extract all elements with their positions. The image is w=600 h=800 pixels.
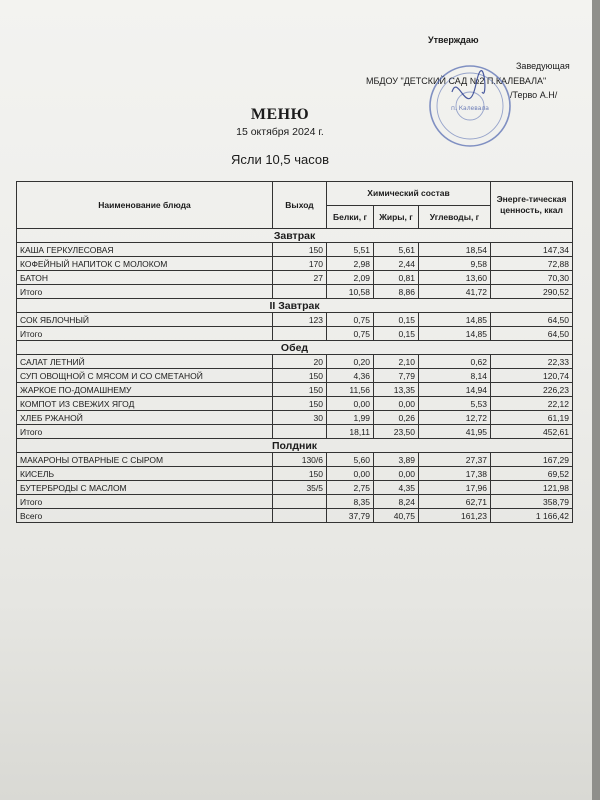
cell-energy: 121,98: [491, 481, 573, 495]
cell-energy: 22,33: [491, 355, 573, 369]
cell-fat: 3,89: [374, 453, 419, 467]
cell-carbs: 8,14: [419, 369, 491, 383]
dish-row: [17, 369, 573, 383]
cell-fat: 13,35: [374, 383, 419, 397]
cell-name: ХЛЕБ РЖАНОЙ: [17, 411, 273, 425]
cell-output: 150: [273, 243, 327, 257]
cell-name: БУТЕРБРОДЫ С МАСЛОМ: [17, 481, 273, 495]
cell-output: 27: [273, 271, 327, 285]
cell-protein: 2,98: [327, 257, 374, 271]
section-total-row: [17, 425, 573, 439]
section-header-row: [17, 229, 573, 243]
grand-total-row: [17, 509, 573, 523]
cell-protein: 0,75: [327, 327, 374, 341]
dish-row: [17, 355, 573, 369]
approval-position: Заведующая: [516, 61, 570, 71]
cell-energy: 120,74: [491, 369, 573, 383]
header-dish-name: Наименование блюда: [17, 182, 273, 229]
cell-protein: 18,11: [327, 425, 374, 439]
dish-row: [17, 453, 573, 467]
cell-name: Итого: [17, 495, 273, 509]
cell-energy: 64,50: [491, 313, 573, 327]
dish-row: [17, 467, 573, 481]
header-output: Выход: [273, 182, 327, 229]
cell-name: САЛАТ ЛЕТНИЙ: [17, 355, 273, 369]
cell-energy: 22,12: [491, 397, 573, 411]
cell-output: 150: [273, 369, 327, 383]
cell-carbs: 27,37: [419, 453, 491, 467]
cell-name: Итого: [17, 285, 273, 299]
cell-output: 30: [273, 411, 327, 425]
cell-fat: 2,44: [374, 257, 419, 271]
cell-carbs: 41,95: [419, 425, 491, 439]
header-fat: Жиры, г: [374, 205, 419, 229]
cell-output: 20: [273, 355, 327, 369]
section-header-row: [17, 439, 573, 453]
approval-signer: /Терво А.Н/: [510, 90, 558, 100]
section-title: II Завтрак: [17, 299, 573, 313]
cell-energy: 358,79: [491, 495, 573, 509]
cell-carbs: 9,58: [419, 257, 491, 271]
cell-fat: 7,79: [374, 369, 419, 383]
cell-output: [273, 495, 327, 509]
cell-output: 150: [273, 467, 327, 481]
cell-fat: 0,15: [374, 313, 419, 327]
cell-protein: 10,58: [327, 285, 374, 299]
cell-protein: 11,56: [327, 383, 374, 397]
cell-output: 35/5: [273, 481, 327, 495]
cell-output: 170: [273, 257, 327, 271]
cell-fat: 2,10: [374, 355, 419, 369]
cell-energy: 70,30: [491, 271, 573, 285]
section-total-row: [17, 285, 573, 299]
section-title: Завтрак: [17, 229, 573, 243]
cell-name: МАКАРОНЫ ОТВАРНЫЕ С СЫРОМ: [17, 453, 273, 467]
header-protein: Белки, г: [327, 205, 374, 229]
menu-table: [16, 181, 573, 523]
cell-energy: 61,19: [491, 411, 573, 425]
cell-name: КАША ГЕРКУЛЕСОВАЯ: [17, 243, 273, 257]
dish-row: [17, 313, 573, 327]
cell-carbs: 41,72: [419, 285, 491, 299]
cell-energy: 72,88: [491, 257, 573, 271]
section-title: Обед: [17, 341, 573, 355]
page-title: МЕНЮ: [250, 106, 310, 123]
cell-output: 130/6: [273, 453, 327, 467]
cell-fat: 0,15: [374, 327, 419, 341]
dish-row: [17, 397, 573, 411]
cell-protein: 0,00: [327, 467, 374, 481]
dish-row: [17, 411, 573, 425]
cell-carbs: 161,23: [419, 509, 491, 523]
cell-energy: 226,23: [491, 383, 573, 397]
cell-name: КИСЕЛЬ: [17, 467, 273, 481]
cell-fat: 0,00: [374, 397, 419, 411]
cell-fat: 8,24: [374, 495, 419, 509]
cell-protein: 5,51: [327, 243, 374, 257]
section-header-row: [17, 299, 573, 313]
cell-carbs: 14,94: [419, 383, 491, 397]
cell-name: СУП ОВОЩНОЙ С МЯСОМ И СО СМЕТАНОЙ: [17, 369, 273, 383]
cell-carbs: 12,72: [419, 411, 491, 425]
cell-fat: 23,50: [374, 425, 419, 439]
header-chemical-composition: Химический состав: [327, 182, 491, 206]
cell-output: [273, 327, 327, 341]
cell-name: ЖАРКОЕ ПО-ДОМАШНЕМУ: [17, 383, 273, 397]
cell-carbs: 5,53: [419, 397, 491, 411]
section-title: Полдник: [17, 439, 573, 453]
header-carbs: Углеводы, г: [419, 205, 491, 229]
cell-carbs: 13,60: [419, 271, 491, 285]
cell-name: Итого: [17, 425, 273, 439]
menu-date: 15 октября 2024 г.: [236, 126, 324, 138]
cell-fat: 8,86: [374, 285, 419, 299]
cell-protein: 8,35: [327, 495, 374, 509]
cell-protein: 2,09: [327, 271, 374, 285]
group-label: Ясли 10,5 часов: [230, 152, 330, 167]
cell-energy: 69,52: [491, 467, 573, 481]
cell-protein: 0,00: [327, 397, 374, 411]
cell-energy: 290,52: [491, 285, 573, 299]
cell-carbs: 18,54: [419, 243, 491, 257]
cell-fat: 5,61: [374, 243, 419, 257]
cell-protein: 2,75: [327, 481, 374, 495]
cell-protein: 4,36: [327, 369, 374, 383]
cell-carbs: 62,71: [419, 495, 491, 509]
cell-carbs: 17,38: [419, 467, 491, 481]
cell-carbs: 14,85: [419, 313, 491, 327]
cell-protein: 0,20: [327, 355, 374, 369]
cell-energy: 1 166,42: [491, 509, 573, 523]
cell-carbs: 14,85: [419, 327, 491, 341]
cell-energy: 147,34: [491, 243, 573, 257]
section-header-row: [17, 341, 573, 355]
cell-protein: 1,99: [327, 411, 374, 425]
dish-row: [17, 257, 573, 271]
cell-fat: 0,81: [374, 271, 419, 285]
cell-carbs: 17,96: [419, 481, 491, 495]
dish-row: [17, 243, 573, 257]
cell-protein: 5,60: [327, 453, 374, 467]
cell-output: 150: [273, 397, 327, 411]
cell-output: [273, 285, 327, 299]
cell-protein: 0,75: [327, 313, 374, 327]
section-total-row: [17, 495, 573, 509]
header-energy: Энерге-тическая ценность, ккал: [491, 182, 573, 229]
cell-fat: 0,26: [374, 411, 419, 425]
section-total-row: [17, 327, 573, 341]
approval-organization: МБДОУ "ДЕТСКИЙ САД №2 П.КАЛЕВАЛА": [366, 76, 547, 86]
cell-protein: 37,79: [327, 509, 374, 523]
cell-fat: 4,35: [374, 481, 419, 495]
cell-name: Всего: [17, 509, 273, 523]
cell-name: СОК ЯБЛОЧНЫЙ: [17, 313, 273, 327]
dish-row: [17, 383, 573, 397]
cell-name: БАТОН: [17, 271, 273, 285]
approval-heading: Утверждаю: [428, 35, 479, 45]
dish-row: [17, 481, 573, 495]
cell-output: [273, 509, 327, 523]
cell-energy: 167,29: [491, 453, 573, 467]
cell-fat: 0,00: [374, 467, 419, 481]
cell-name: КОМПОТ ИЗ СВЕЖИХ ЯГОД: [17, 397, 273, 411]
cell-name: КОФЕЙНЫЙ НАПИТОК С МОЛОКОМ: [17, 257, 273, 271]
cell-energy: 64,50: [491, 327, 573, 341]
cell-output: 150: [273, 383, 327, 397]
cell-name: Итого: [17, 327, 273, 341]
cell-energy: 452,61: [491, 425, 573, 439]
cell-carbs: 0,62: [419, 355, 491, 369]
dish-row: [17, 271, 573, 285]
cell-output: 123: [273, 313, 327, 327]
stamp-text: п. Калевала: [451, 105, 489, 112]
cell-output: [273, 425, 327, 439]
cell-fat: 40,75: [374, 509, 419, 523]
